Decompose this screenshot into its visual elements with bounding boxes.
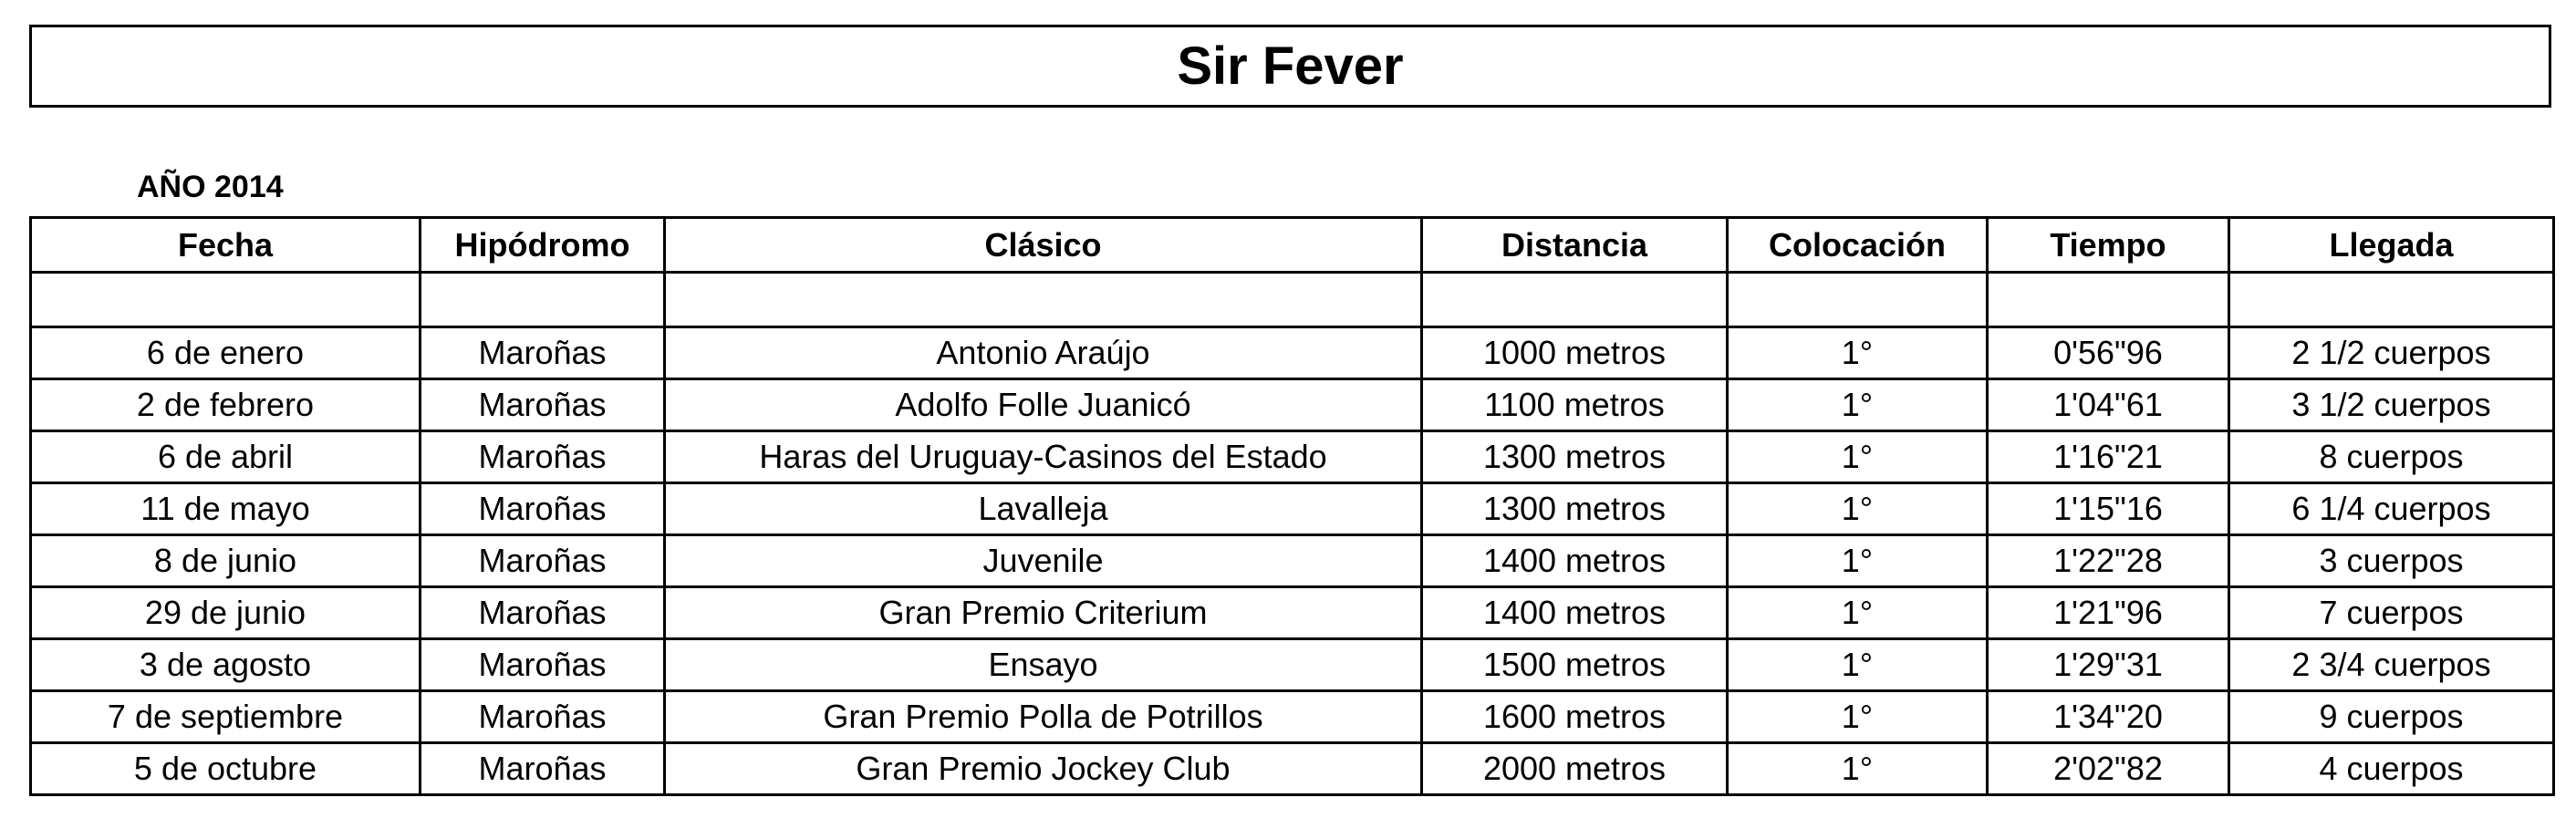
cell-distancia: 1400 metros bbox=[1422, 587, 1728, 639]
cell-distancia: 1500 metros bbox=[1422, 639, 1728, 691]
cell-colocacion: 1° bbox=[1728, 691, 1988, 743]
cell-distancia: 1100 metros bbox=[1422, 379, 1728, 431]
cell-tiempo: 1'16"21 bbox=[1988, 431, 2229, 483]
cell-fecha: 2 de febrero bbox=[31, 379, 421, 431]
cell-tiempo: 1'34"20 bbox=[1988, 691, 2229, 743]
table-row bbox=[31, 587, 2554, 639]
cell-llegada: 6 1/4 cuerpos bbox=[2229, 483, 2554, 535]
cell-colocacion: 1° bbox=[1728, 431, 1988, 483]
cell-hipodromo: Maroñas bbox=[421, 535, 665, 587]
cell-fecha: 11 de mayo bbox=[31, 483, 421, 535]
cell-clasico: Adolfo Folle Juanicó bbox=[665, 379, 1422, 431]
cell-hipodromo: Maroñas bbox=[421, 639, 665, 691]
blank-cell bbox=[1422, 273, 1728, 327]
cell-tiempo: 2'02"82 bbox=[1988, 743, 2229, 795]
blank-cell bbox=[421, 273, 665, 327]
cell-tiempo: 1'15"16 bbox=[1988, 483, 2229, 535]
header-colocacion: Colocación bbox=[1728, 218, 1988, 273]
title-box bbox=[29, 25, 2551, 108]
cell-hipodromo: Maroñas bbox=[421, 327, 665, 379]
cell-tiempo: 1'22"28 bbox=[1988, 535, 2229, 587]
cell-hipodromo: Maroñas bbox=[421, 743, 665, 795]
table-row bbox=[31, 327, 2554, 379]
cell-fecha: 5 de octubre bbox=[31, 743, 421, 795]
table-row bbox=[31, 691, 2554, 743]
cell-colocacion: 1° bbox=[1728, 639, 1988, 691]
header-tiempo: Tiempo bbox=[1988, 218, 2229, 273]
blank-row bbox=[31, 273, 2554, 327]
cell-colocacion: 1° bbox=[1728, 379, 1988, 431]
cell-distancia: 1300 metros bbox=[1422, 483, 1728, 535]
cell-hipodromo: Maroñas bbox=[421, 587, 665, 639]
cell-fecha: 29 de junio bbox=[31, 587, 421, 639]
header-hipodromo: Hipódromo bbox=[421, 218, 665, 273]
header-distancia: Distancia bbox=[1422, 218, 1728, 273]
cell-tiempo: 0'56"96 bbox=[1988, 327, 2229, 379]
cell-llegada: 8 cuerpos bbox=[2229, 431, 2554, 483]
year-label: AÑO 2014 bbox=[137, 170, 284, 204]
table-header-row bbox=[31, 218, 2554, 273]
cell-clasico: Ensayo bbox=[665, 639, 1422, 691]
cell-clasico: Gran Premio Criterium bbox=[665, 587, 1422, 639]
cell-tiempo: 1'29"31 bbox=[1988, 639, 2229, 691]
cell-colocacion: 1° bbox=[1728, 483, 1988, 535]
cell-fecha: 6 de enero bbox=[31, 327, 421, 379]
blank-cell bbox=[665, 273, 1422, 327]
cell-llegada: 3 1/2 cuerpos bbox=[2229, 379, 2554, 431]
table-row bbox=[31, 743, 2554, 795]
blank-cell bbox=[31, 273, 421, 327]
table-row bbox=[31, 431, 2554, 483]
cell-hipodromo: Maroñas bbox=[421, 379, 665, 431]
cell-clasico: Haras del Uruguay-Casinos del Estado bbox=[665, 431, 1422, 483]
cell-llegada: 2 3/4 cuerpos bbox=[2229, 639, 2554, 691]
cell-llegada: 2 1/2 cuerpos bbox=[2229, 327, 2554, 379]
cell-llegada: 7 cuerpos bbox=[2229, 587, 2554, 639]
cell-fecha: 6 de abril bbox=[31, 431, 421, 483]
document-title: Sir Fever bbox=[1177, 36, 1404, 96]
cell-tiempo: 1'21"96 bbox=[1988, 587, 2229, 639]
cell-fecha: 7 de septiembre bbox=[31, 691, 421, 743]
cell-clasico: Gran Premio Polla de Potrillos bbox=[665, 691, 1422, 743]
cell-hipodromo: Maroñas bbox=[421, 483, 665, 535]
header-clasico: Clásico bbox=[665, 218, 1422, 273]
blank-cell bbox=[1988, 273, 2229, 327]
cell-clasico: Antonio Araújo bbox=[665, 327, 1422, 379]
blank-cell bbox=[2229, 273, 2554, 327]
cell-llegada: 3 cuerpos bbox=[2229, 535, 2554, 587]
table-row bbox=[31, 535, 2554, 587]
cell-distancia: 2000 metros bbox=[1422, 743, 1728, 795]
table-row bbox=[31, 483, 2554, 535]
cell-clasico: Juvenile bbox=[665, 535, 1422, 587]
cell-colocacion: 1° bbox=[1728, 743, 1988, 795]
cell-distancia: 1400 metros bbox=[1422, 535, 1728, 587]
cell-clasico: Lavalleja bbox=[665, 483, 1422, 535]
cell-clasico: Gran Premio Jockey Club bbox=[665, 743, 1422, 795]
cell-llegada: 4 cuerpos bbox=[2229, 743, 2554, 795]
cell-hipodromo: Maroñas bbox=[421, 691, 665, 743]
header-fecha: Fecha bbox=[31, 218, 421, 273]
results-table bbox=[29, 216, 2555, 796]
table-row bbox=[31, 379, 2554, 431]
cell-tiempo: 1'04"61 bbox=[1988, 379, 2229, 431]
cell-distancia: 1300 metros bbox=[1422, 431, 1728, 483]
header-llegada: Llegada bbox=[2229, 218, 2554, 273]
cell-colocacion: 1° bbox=[1728, 535, 1988, 587]
blank-cell bbox=[1728, 273, 1988, 327]
table-row bbox=[31, 639, 2554, 691]
cell-distancia: 1600 metros bbox=[1422, 691, 1728, 743]
cell-colocacion: 1° bbox=[1728, 587, 1988, 639]
table-body bbox=[31, 273, 2554, 795]
cell-fecha: 8 de junio bbox=[31, 535, 421, 587]
cell-llegada: 9 cuerpos bbox=[2229, 691, 2554, 743]
cell-distancia: 1000 metros bbox=[1422, 327, 1728, 379]
cell-colocacion: 1° bbox=[1728, 327, 1988, 379]
cell-fecha: 3 de agosto bbox=[31, 639, 421, 691]
cell-hipodromo: Maroñas bbox=[421, 431, 665, 483]
